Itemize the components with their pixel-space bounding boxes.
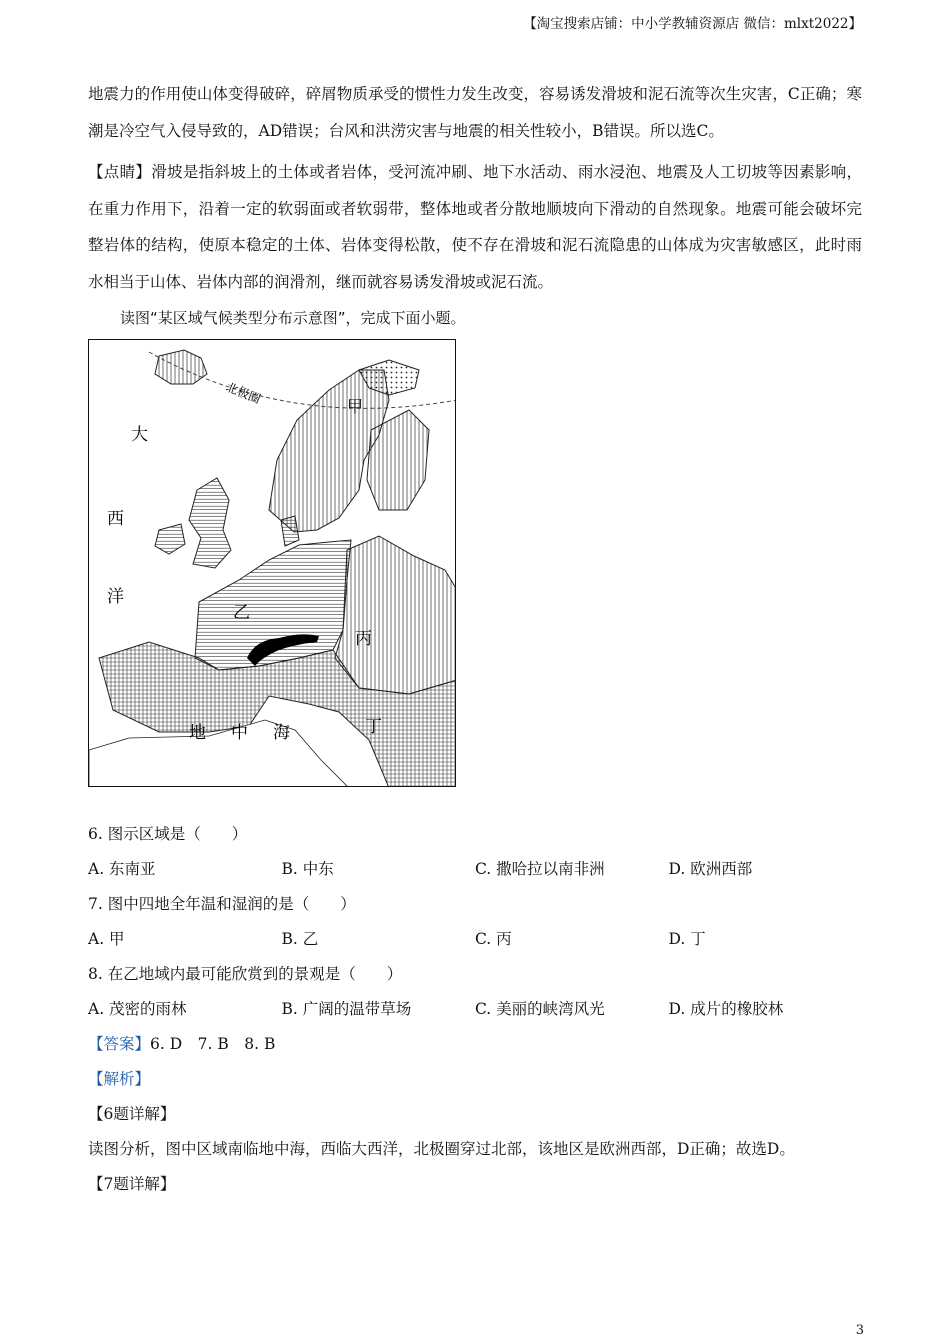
paragraph-dianjing (88, 154, 862, 300)
detail-7-title: 【7题详解】 (88, 1175, 176, 1193)
iceland-shape (155, 350, 207, 384)
q7-option-d: D. 丁 (668, 930, 706, 948)
analysis-line (88, 1062, 862, 1097)
paragraph-continuation: 地震力的作用使山体变得破碎，碎屑物质承受的惯性力发生改变，容易诱发滑坡和泥石流等次生灾害，C正确；寒潮是冷空气入侵导致的，AD错误；台风和洪涝灾害与地震的相关性较小，B错误。所以选C。 (88, 85, 862, 140)
q8-option-c: C. 美丽的峡湾风光 (475, 1000, 605, 1018)
ocean-label-da: 大 (131, 425, 148, 445)
q7-option-c: C. 丙 (475, 930, 512, 948)
ocean-label-yang: 洋 (107, 587, 124, 607)
question-8-stem: 8. 在乙地域内最可能欣赏到的景观是（ ） (88, 965, 403, 983)
sea-label-di: 地 (189, 723, 206, 743)
page-content (88, 76, 862, 1202)
ireland-shape (155, 524, 185, 554)
arctic-circle-label: 北极圈 (223, 379, 263, 407)
detail-6-text: 读图分析，图中区域南临地中海，西临大西洋，北极圈穿过北部，该地区是欧洲西部，D正确；故选D。 (88, 1140, 795, 1158)
climate-map-drawing (89, 340, 456, 787)
q8-option-a: A. 茂密的雨林 (88, 1000, 187, 1018)
q6-option-c: C. 撒哈拉以南非洲 (475, 860, 605, 878)
q7-option-a: A. 甲 (88, 930, 125, 948)
question-8-options (88, 992, 862, 1027)
label-ding: 丁 (365, 717, 382, 737)
page-header: 【淘宝搜索店铺：中小学教辅资源店 微信：mlxt2022】 (523, 16, 862, 32)
question-intro: 读图“某区域气候类型分布示意图”，完成下面小题。 (120, 309, 466, 327)
q8-option-d: D. 成片的橡胶林 (668, 1000, 784, 1018)
q6-option-d: D. 欧洲西部 (668, 860, 753, 878)
sea-label-zhong: 中 (231, 723, 248, 743)
q7-option-b: B. 乙 (281, 930, 319, 948)
answer-line (88, 1027, 862, 1062)
dianjing-tag: 【点睛】 (88, 163, 152, 181)
q8-option-b: B. 广阔的温带草场 (281, 1000, 412, 1018)
answer-tag: 【答案】 (88, 1035, 151, 1053)
answer-text: 6. D 7. B 8. B (150, 1035, 276, 1053)
q6-option-a: A. 东南亚 (88, 860, 156, 878)
sea-label-hai: 海 (273, 723, 290, 743)
ocean-label-xi: 西 (107, 509, 124, 529)
continental-region (335, 536, 456, 694)
question-6-options (88, 852, 862, 887)
label-bing: 丙 (355, 629, 372, 649)
detail-6-title: 【6题详解】 (88, 1105, 176, 1123)
britain-shape (189, 478, 231, 568)
analysis-tag: 【解析】 (88, 1070, 151, 1088)
question-7-options (88, 922, 862, 957)
question-7-stem: 7. 图中四地全年温和湿润的是（ ） (88, 895, 356, 913)
page-number: 3 (855, 1323, 864, 1338)
dianjing-text: 滑坡是指斜坡上的土体或者岩体，受河流冲刷、地下水活动、雨水浸泡、地震及人工切坡等因素影响，在重力作用下，沿着一定的软弱面或者软弱带，整体地或者分散地顺坡向下滑动的自然现象。地震可能会破坏完整岩体的结构，使原本稳定的土体、岩体变得松散，使不存在滑坡和泥石流隐患的山体成为灾害敏感区，此时雨水相当于山体、岩体内部的润滑剂，继而就容易诱发滑坡或泥石流。 (88, 163, 862, 291)
q6-option-b: B. 中东 (281, 860, 334, 878)
question-6-stem: 6. 图示区域是（ ） (88, 825, 248, 843)
label-jia: 甲 (347, 397, 364, 416)
label-yi: 乙 (233, 603, 250, 623)
climate-map (88, 339, 456, 787)
